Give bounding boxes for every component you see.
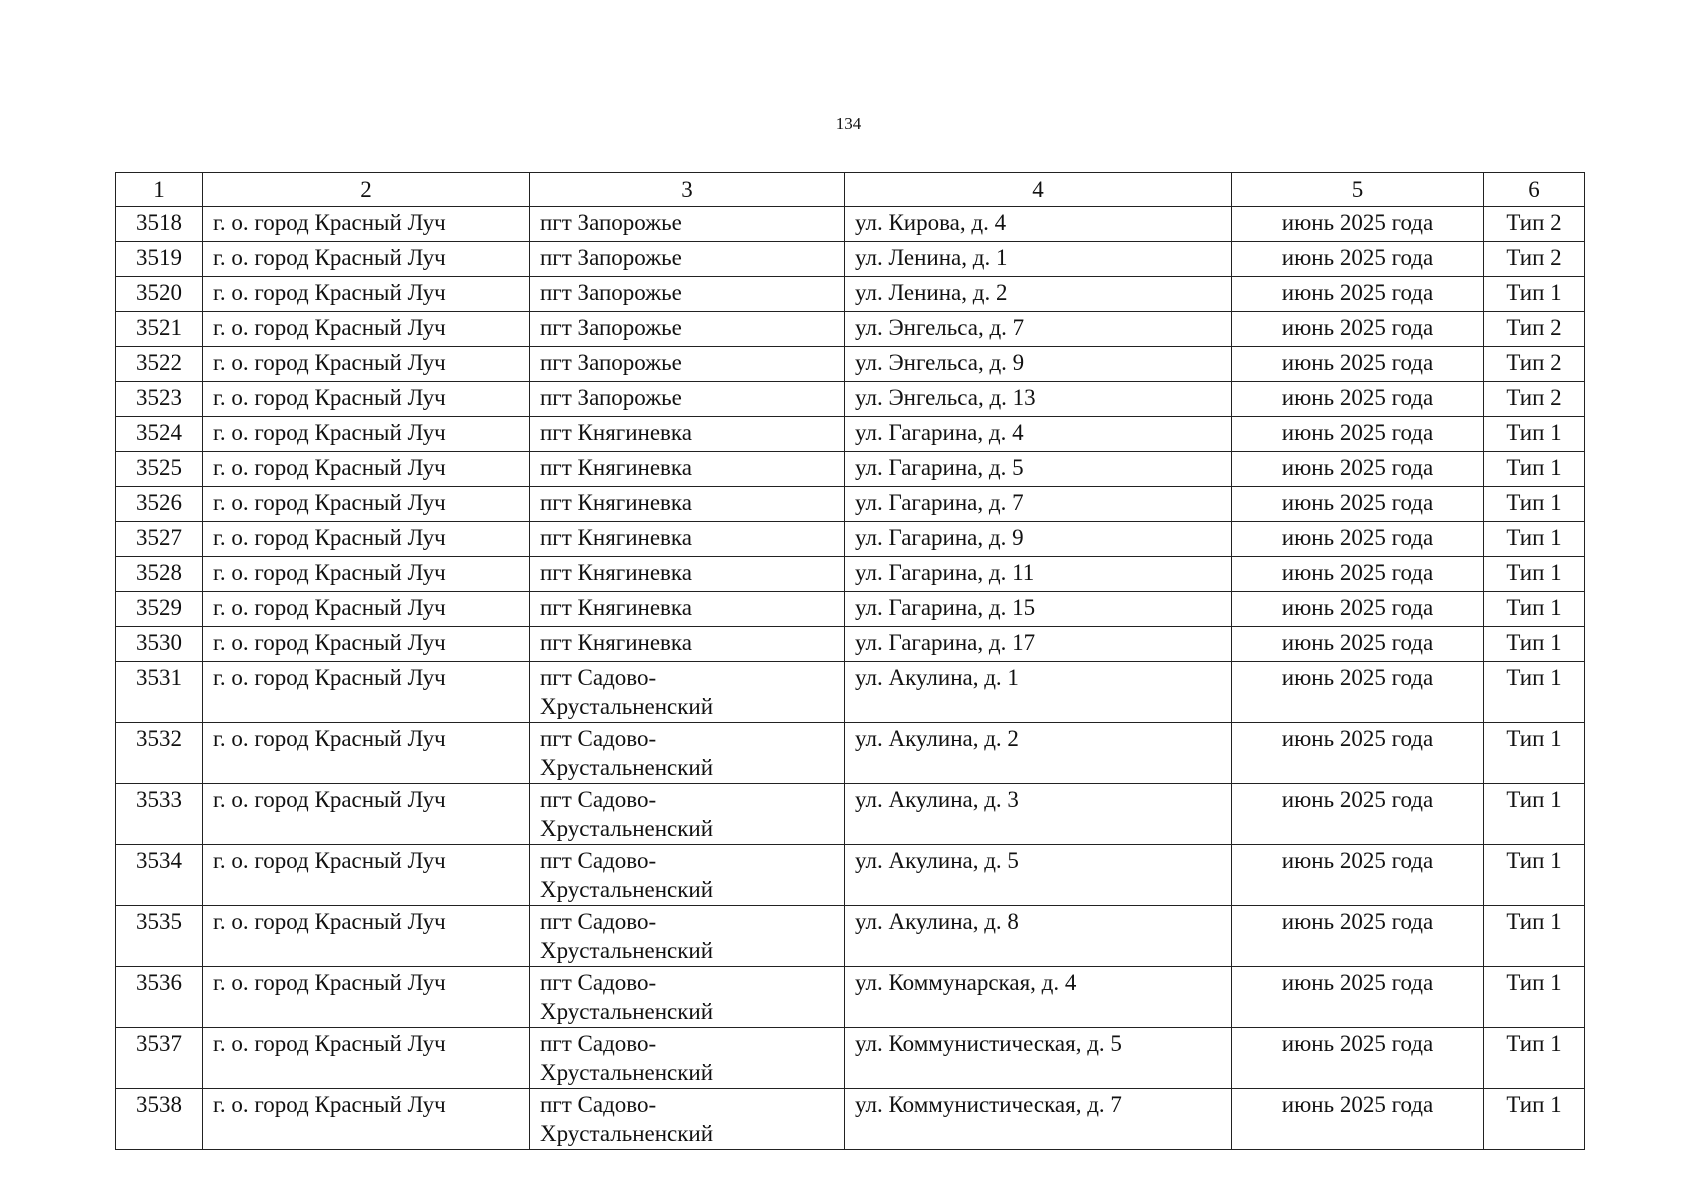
settlement-line: пгт Садово- [540, 970, 657, 995]
settlement-cell [530, 207, 845, 242]
district-cell: г. о. город Красный Луч [203, 347, 530, 382]
date-cell: июнь 2025 года [1232, 557, 1484, 592]
district-cell: г. о. город Красный Луч [203, 592, 530, 627]
address-cell: ул. Энгельса, д. 7 [845, 312, 1232, 347]
district-cell: г. о. город Красный Луч [203, 522, 530, 557]
type-cell: Тип 2 [1484, 312, 1585, 347]
table-row [116, 906, 1585, 967]
settlement-cell [530, 312, 845, 347]
address-cell: ул. Гагарина, д. 11 [845, 557, 1232, 592]
address-cell: ул. Акулина, д. 3 [845, 784, 1232, 845]
settlement-line: пгт Княгиневка [540, 560, 692, 585]
settlement-line: Хрустальненский [540, 938, 714, 963]
settlement-cell [530, 906, 845, 967]
column-header-2: 2 [203, 173, 530, 207]
date-cell: июнь 2025 года [1232, 592, 1484, 627]
settlement-cell [530, 452, 845, 487]
header-row [116, 173, 1585, 207]
settlement-line: пгт Садово- [540, 909, 657, 934]
row-number-cell: 3534 [116, 845, 203, 906]
settlement-cell [530, 522, 845, 557]
district-cell: г. о. город Красный Луч [203, 1028, 530, 1089]
row-number-cell: 3528 [116, 557, 203, 592]
settlement-line: пгт Княгиневка [540, 455, 692, 480]
address-cell: ул. Ленина, д. 2 [845, 277, 1232, 312]
district-cell: г. о. город Красный Луч [203, 312, 530, 347]
date-cell: июнь 2025 года [1232, 242, 1484, 277]
table-row [116, 845, 1585, 906]
date-cell: июнь 2025 года [1232, 207, 1484, 242]
settlement-cell [530, 592, 845, 627]
settlement-line: Хрустальненский [540, 694, 714, 719]
settlement-line: пгт Садово- [540, 1092, 657, 1117]
row-number-cell: 3531 [116, 662, 203, 723]
district-cell: г. о. город Красный Луч [203, 277, 530, 312]
date-cell: июнь 2025 года [1232, 417, 1484, 452]
date-cell: июнь 2025 года [1232, 845, 1484, 906]
type-cell: Тип 2 [1484, 382, 1585, 417]
type-cell: Тип 1 [1484, 627, 1585, 662]
date-cell: июнь 2025 года [1232, 382, 1484, 417]
type-cell: Тип 2 [1484, 347, 1585, 382]
row-number-cell: 3537 [116, 1028, 203, 1089]
settlement-line: пгт Запорожье [540, 280, 682, 305]
date-cell: июнь 2025 года [1232, 723, 1484, 784]
table-row [116, 592, 1585, 627]
settlement-line: пгт Запорожье [540, 210, 682, 235]
address-cell: ул. Коммунарская, д. 4 [845, 967, 1232, 1028]
address-cell: ул. Гагарина, д. 5 [845, 452, 1232, 487]
type-cell: Тип 2 [1484, 207, 1585, 242]
type-cell: Тип 1 [1484, 723, 1585, 784]
settlement-cell [530, 784, 845, 845]
date-cell: июнь 2025 года [1232, 277, 1484, 312]
table-row [116, 522, 1585, 557]
date-cell: июнь 2025 года [1232, 452, 1484, 487]
district-cell: г. о. город Красный Луч [203, 557, 530, 592]
address-cell: ул. Кирова, д. 4 [845, 207, 1232, 242]
district-cell: г. о. город Красный Луч [203, 627, 530, 662]
table-row [116, 662, 1585, 723]
row-number-cell: 3532 [116, 723, 203, 784]
table-row [116, 382, 1585, 417]
settlement-line: пгт Садово- [540, 726, 657, 751]
settlement-line: Хрустальненский [540, 1121, 714, 1146]
settlement-cell [530, 277, 845, 312]
settlement-line: пгт Запорожье [540, 245, 682, 270]
address-cell: ул. Акулина, д. 1 [845, 662, 1232, 723]
table-row [116, 627, 1585, 662]
settlement-cell [530, 1089, 845, 1150]
settlement-cell [530, 723, 845, 784]
address-cell: ул. Коммунистическая, д. 5 [845, 1028, 1232, 1089]
address-cell: ул. Гагарина, д. 15 [845, 592, 1232, 627]
address-cell: ул. Гагарина, д. 4 [845, 417, 1232, 452]
row-number-cell: 3522 [116, 347, 203, 382]
row-number-cell: 3533 [116, 784, 203, 845]
address-cell: ул. Ленина, д. 1 [845, 242, 1232, 277]
table-row [116, 784, 1585, 845]
row-number-cell: 3523 [116, 382, 203, 417]
settlement-line: пгт Княгиневка [540, 595, 692, 620]
type-cell: Тип 1 [1484, 417, 1585, 452]
registry-table [115, 172, 1585, 1150]
district-cell: г. о. город Красный Луч [203, 967, 530, 1028]
settlement-cell [530, 662, 845, 723]
district-cell: г. о. город Красный Луч [203, 723, 530, 784]
table-row [116, 312, 1585, 347]
settlement-cell [530, 627, 845, 662]
settlement-cell [530, 845, 845, 906]
district-cell: г. о. город Красный Луч [203, 906, 530, 967]
type-cell: Тип 1 [1484, 906, 1585, 967]
row-number-cell: 3521 [116, 312, 203, 347]
table-row [116, 347, 1585, 382]
table-row [116, 277, 1585, 312]
type-cell: Тип 2 [1484, 242, 1585, 277]
type-cell: Тип 1 [1484, 845, 1585, 906]
settlement-cell [530, 557, 845, 592]
column-header-5: 5 [1232, 173, 1484, 207]
date-cell: июнь 2025 года [1232, 522, 1484, 557]
table-row [116, 967, 1585, 1028]
table-row [116, 1028, 1585, 1089]
settlement-line: пгт Запорожье [540, 350, 682, 375]
table-row [116, 207, 1585, 242]
district-cell: г. о. город Красный Луч [203, 452, 530, 487]
table-row [116, 452, 1585, 487]
settlement-line: пгт Княгиневка [540, 525, 692, 550]
row-number-cell: 3538 [116, 1089, 203, 1150]
settlement-line: пгт Запорожье [540, 385, 682, 410]
district-cell: г. о. город Красный Луч [203, 1089, 530, 1150]
type-cell: Тип 1 [1484, 557, 1585, 592]
district-cell: г. о. город Красный Луч [203, 845, 530, 906]
table-row [116, 417, 1585, 452]
settlement-line: пгт Садово- [540, 665, 657, 690]
settlement-line: пгт Садово- [540, 848, 657, 873]
row-number-cell: 3524 [116, 417, 203, 452]
settlement-line: Хрустальненский [540, 755, 714, 780]
table-body [116, 207, 1585, 1150]
column-header-3: 3 [530, 173, 845, 207]
settlement-cell [530, 382, 845, 417]
date-cell: июнь 2025 года [1232, 906, 1484, 967]
district-cell: г. о. город Красный Луч [203, 382, 530, 417]
type-cell: Тип 1 [1484, 487, 1585, 522]
settlement-line: Хрустальненский [540, 1060, 714, 1085]
row-number-cell: 3529 [116, 592, 203, 627]
type-cell: Тип 1 [1484, 592, 1585, 627]
district-cell: г. о. город Красный Луч [203, 662, 530, 723]
settlement-line: пгт Княгиневка [540, 630, 692, 655]
settlement-line: пгт Княгиневка [540, 420, 692, 445]
column-header-4: 4 [845, 173, 1232, 207]
column-header-1: 1 [116, 173, 203, 207]
type-cell: Тип 1 [1484, 662, 1585, 723]
address-cell: ул. Акулина, д. 2 [845, 723, 1232, 784]
settlement-cell [530, 967, 845, 1028]
type-cell: Тип 1 [1484, 1089, 1585, 1150]
settlement-line: Хрустальненский [540, 816, 714, 841]
date-cell: июнь 2025 года [1232, 1028, 1484, 1089]
settlement-cell [530, 242, 845, 277]
column-header-6: 6 [1484, 173, 1585, 207]
district-cell: г. о. город Красный Луч [203, 207, 530, 242]
date-cell: июнь 2025 года [1232, 662, 1484, 723]
row-number-cell: 3535 [116, 906, 203, 967]
type-cell: Тип 1 [1484, 277, 1585, 312]
table-row [116, 1089, 1585, 1150]
row-number-cell: 3518 [116, 207, 203, 242]
address-cell: ул. Акулина, д. 8 [845, 906, 1232, 967]
row-number-cell: 3527 [116, 522, 203, 557]
date-cell: июнь 2025 года [1232, 487, 1484, 522]
row-number-cell: 3520 [116, 277, 203, 312]
address-cell: ул. Гагарина, д. 9 [845, 522, 1232, 557]
date-cell: июнь 2025 года [1232, 627, 1484, 662]
row-number-cell: 3519 [116, 242, 203, 277]
date-cell: июнь 2025 года [1232, 1089, 1484, 1150]
table-row [116, 242, 1585, 277]
type-cell: Тип 1 [1484, 967, 1585, 1028]
settlement-line: пгт Княгиневка [540, 490, 692, 515]
settlement-line: Хрустальненский [540, 999, 714, 1024]
district-cell: г. о. город Красный Луч [203, 417, 530, 452]
address-cell: ул. Гагарина, д. 17 [845, 627, 1232, 662]
page-number: 134 [835, 114, 862, 133]
address-cell: ул. Энгельса, д. 9 [845, 347, 1232, 382]
settlement-cell [530, 487, 845, 522]
table-row [116, 557, 1585, 592]
date-cell: июнь 2025 года [1232, 967, 1484, 1028]
row-number-cell: 3526 [116, 487, 203, 522]
row-number-cell: 3530 [116, 627, 203, 662]
date-cell: июнь 2025 года [1232, 784, 1484, 845]
address-cell: ул. Акулина, д. 5 [845, 845, 1232, 906]
date-cell: июнь 2025 года [1232, 347, 1484, 382]
settlement-line: пгт Садово- [540, 787, 657, 812]
type-cell: Тип 1 [1484, 452, 1585, 487]
district-cell: г. о. город Красный Луч [203, 784, 530, 845]
row-number-cell: 3536 [116, 967, 203, 1028]
table-row [116, 487, 1585, 522]
date-cell: июнь 2025 года [1232, 312, 1484, 347]
type-cell: Тип 1 [1484, 784, 1585, 845]
district-cell: г. о. город Красный Луч [203, 242, 530, 277]
row-number-cell: 3525 [116, 452, 203, 487]
settlement-line: Хрустальненский [540, 877, 714, 902]
settlement-cell [530, 1028, 845, 1089]
settlement-cell [530, 417, 845, 452]
address-cell: ул. Энгельса, д. 13 [845, 382, 1232, 417]
type-cell: Тип 1 [1484, 1028, 1585, 1089]
table-row [116, 723, 1585, 784]
address-cell: ул. Коммунистическая, д. 7 [845, 1089, 1232, 1150]
settlement-line: пгт Садово- [540, 1031, 657, 1056]
type-cell: Тип 1 [1484, 522, 1585, 557]
district-cell: г. о. город Красный Луч [203, 487, 530, 522]
address-cell: ул. Гагарина, д. 7 [845, 487, 1232, 522]
settlement-cell [530, 347, 845, 382]
settlement-line: пгт Запорожье [540, 315, 682, 340]
